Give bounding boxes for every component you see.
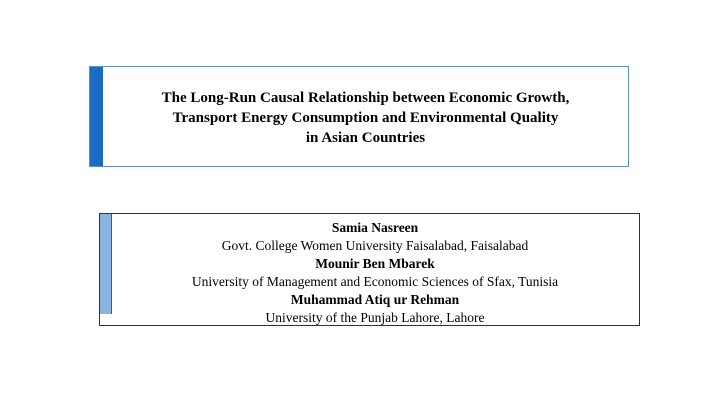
title-accent-bar: [90, 67, 103, 166]
author-name-1: Samia Nasreen: [331, 220, 419, 235]
slide-title: [103, 67, 628, 166]
author-name-2: Mounir Ben Mbarek: [315, 256, 435, 271]
author-affiliation-1: Govt. College Women University Faisalabad, Faisalabad: [221, 238, 529, 253]
author-affiliation-2: University of Management and Economic Sciences of Sfax, Tunisia: [191, 274, 559, 289]
authors-list: [111, 219, 639, 327]
title-box: [89, 66, 629, 167]
title-line-2: Transport Energy Consumption and Environmental Quality: [172, 109, 559, 126]
authors-box: [99, 213, 640, 326]
title-line-3: in Asian Countries: [305, 129, 426, 146]
author-affiliation-3: University of the Punjab Lahore, Lahore: [265, 310, 485, 325]
title-line-1: The Long-Run Causal Relationship between Economic Growth,: [161, 89, 570, 106]
author-name-3: Muhammad Atiq ur Rehman: [290, 292, 460, 307]
